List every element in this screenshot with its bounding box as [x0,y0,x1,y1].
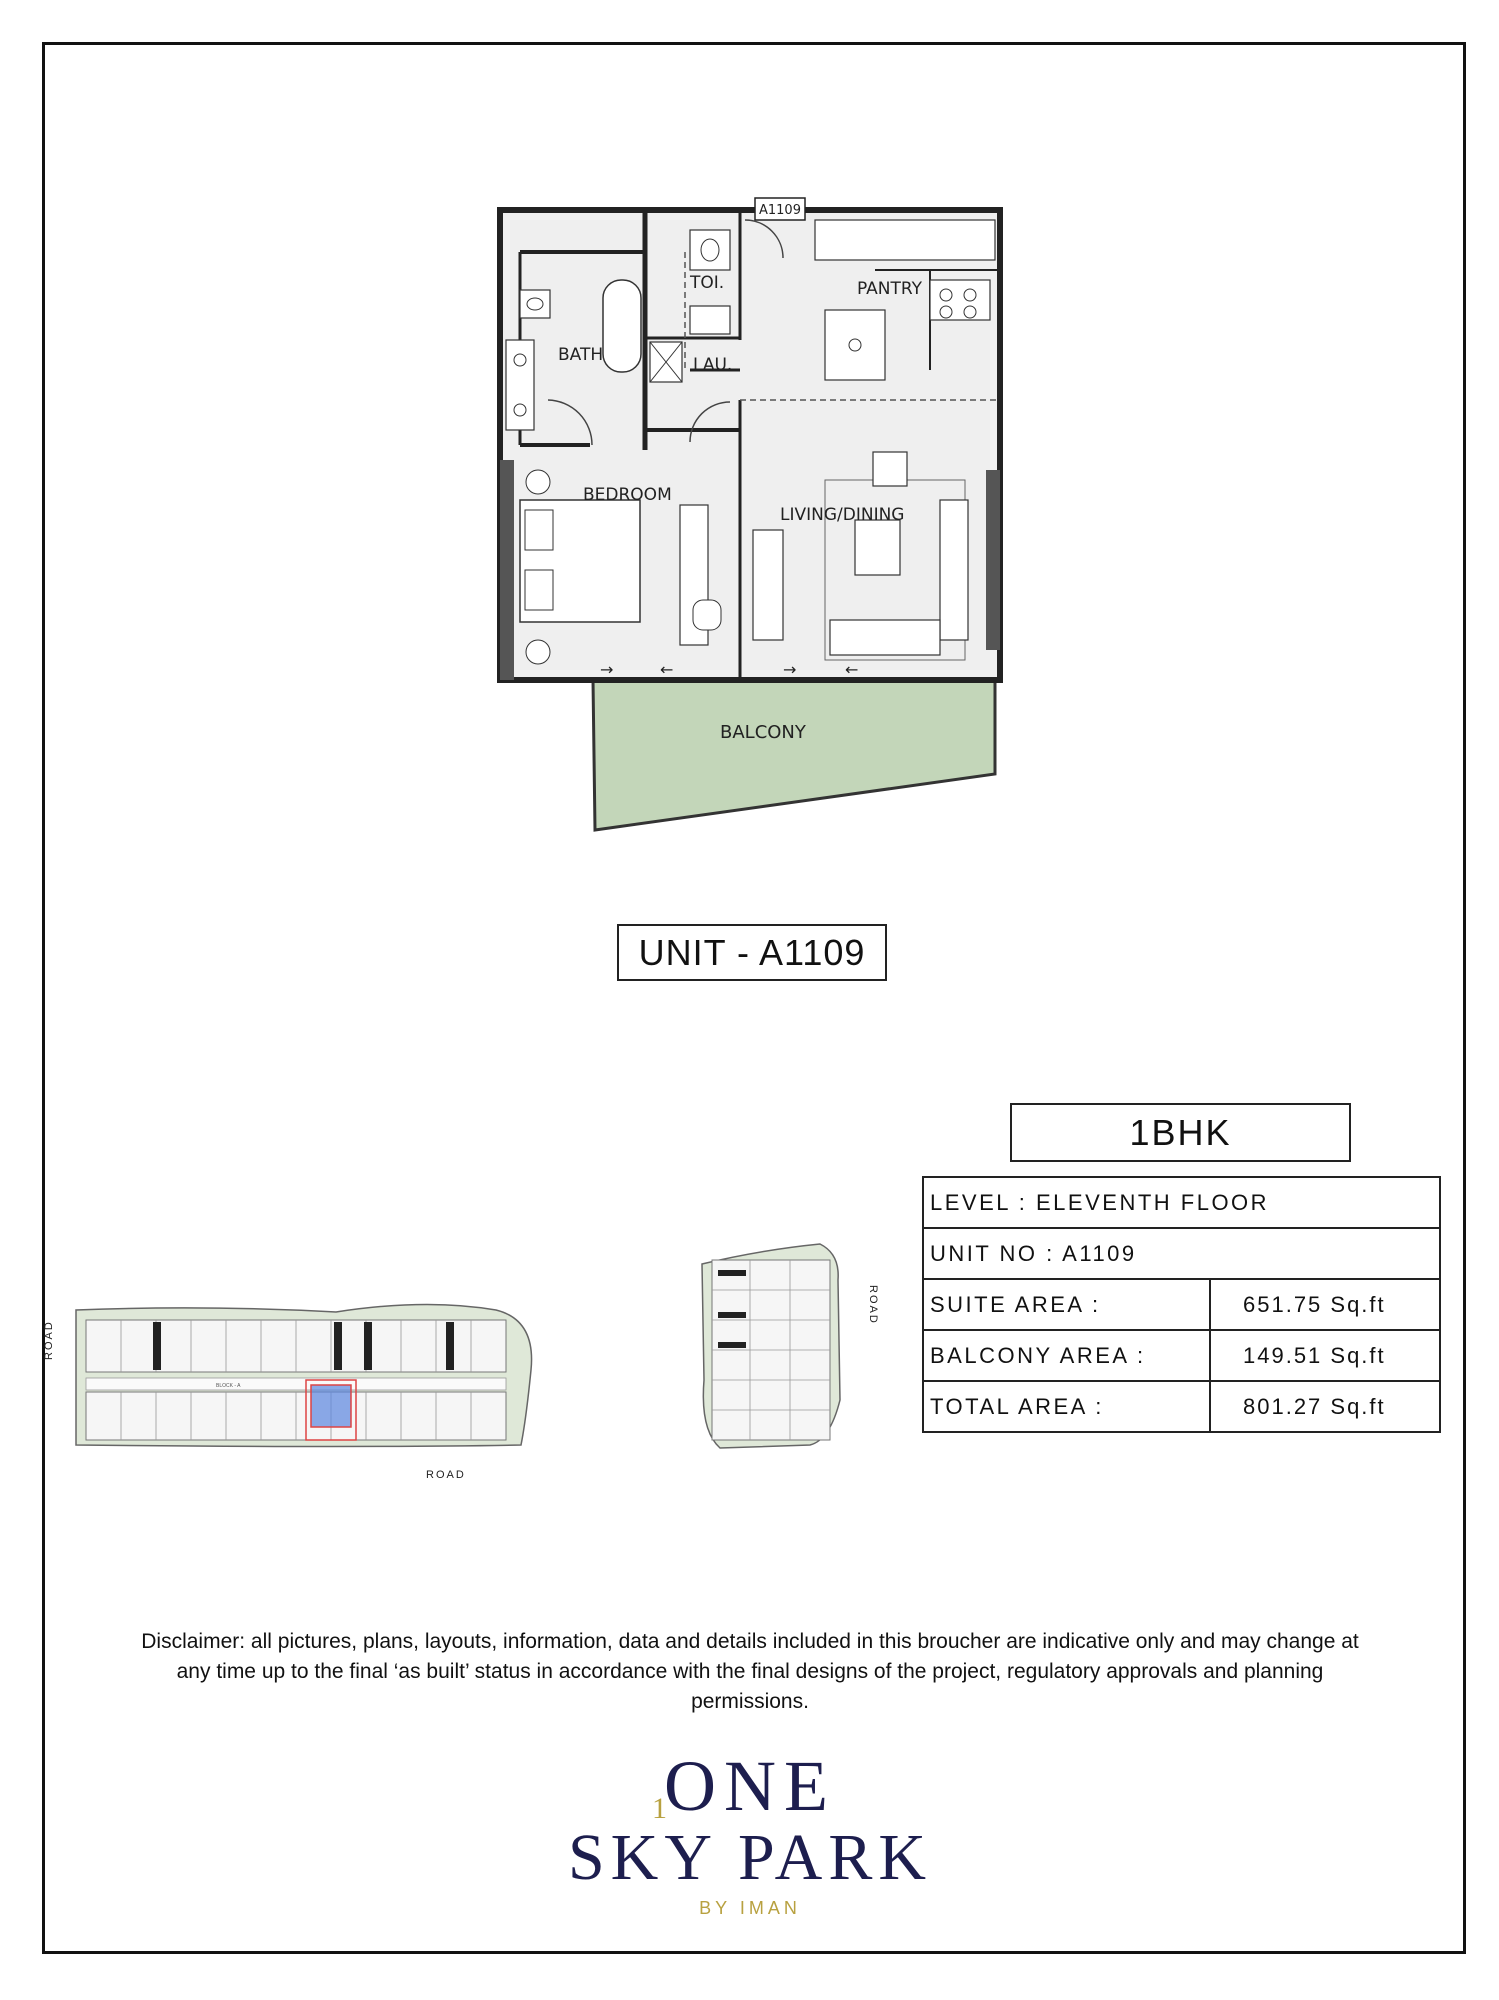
unit-no-cell: UNIT NO : A1109 [923,1228,1440,1279]
room-label-bath: BATH [558,345,604,365]
total-area-label: TOTAL AREA : [923,1381,1210,1432]
key-plan-tower [690,1240,890,1470]
room-label-toilet: TOI. [690,273,725,293]
logo-sky-park: SKY PARK [567,1821,933,1894]
svg-text:→: → [783,660,797,679]
svg-text:→: → [600,660,614,679]
level-cell: LEVEL : ELEVENTH FLOOR [923,1177,1440,1228]
road-label-bottom: ROAD [426,1469,466,1481]
area-details-table [922,1176,1441,1433]
table-row [923,1330,1440,1381]
suite-area-label: SUITE AREA : [923,1279,1210,1330]
door-tag: A1109 [759,203,801,218]
svg-text:←: ← [660,660,674,679]
table-row [923,1177,1440,1228]
unit-title: UNIT - A1109 [617,924,887,981]
key-plan-block [43,1300,596,1490]
logo-one-numeral: 1 [652,1792,667,1825]
unit-highlight [311,1385,351,1427]
road-label-left: ROAD [43,1320,55,1360]
logo-by-iman: BY IMAN [699,1898,801,1918]
balcony-area-label: BALCONY AREA : [923,1330,1210,1381]
table-row [923,1381,1440,1432]
table-row [923,1228,1440,1279]
suite-area-value: 651.75 Sq.ft [1210,1279,1440,1330]
total-area-value: 801.27 Sq.ft [1210,1381,1440,1432]
room-label-bedroom: BEDROOM [583,485,672,505]
room-label-pantry: PANTRY [857,279,923,299]
logo-line-one [520,1746,980,1826]
room-label-balcony: BALCONY [720,722,806,743]
disclaimer-text: Disclaimer: all pictures, plans, layouts, information, data and details included in this broucher are indicative only and may change at any time up to the final ‘as built’ status in accordance with the final designs of the project, regulatory approvals and planning permissions. [141,1630,1359,1713]
room-label-laundry: LAU. [693,355,733,375]
balcony-area-value: 149.51 Sq.ft [1210,1330,1440,1381]
room-label-living: LIVING/DINING [780,505,905,525]
one-sky-park-logo [520,1746,980,1930]
logo-one-text: ONE [664,1746,836,1826]
block-label: BLOCK - A [216,1383,241,1389]
unit-type: 1BHK [1010,1103,1351,1162]
svg-text:←: ← [845,660,859,679]
balcony-area [593,680,995,830]
road-label-right: ROAD [867,1285,879,1325]
table-row [923,1279,1440,1330]
unit-floor-plan [480,190,1040,850]
